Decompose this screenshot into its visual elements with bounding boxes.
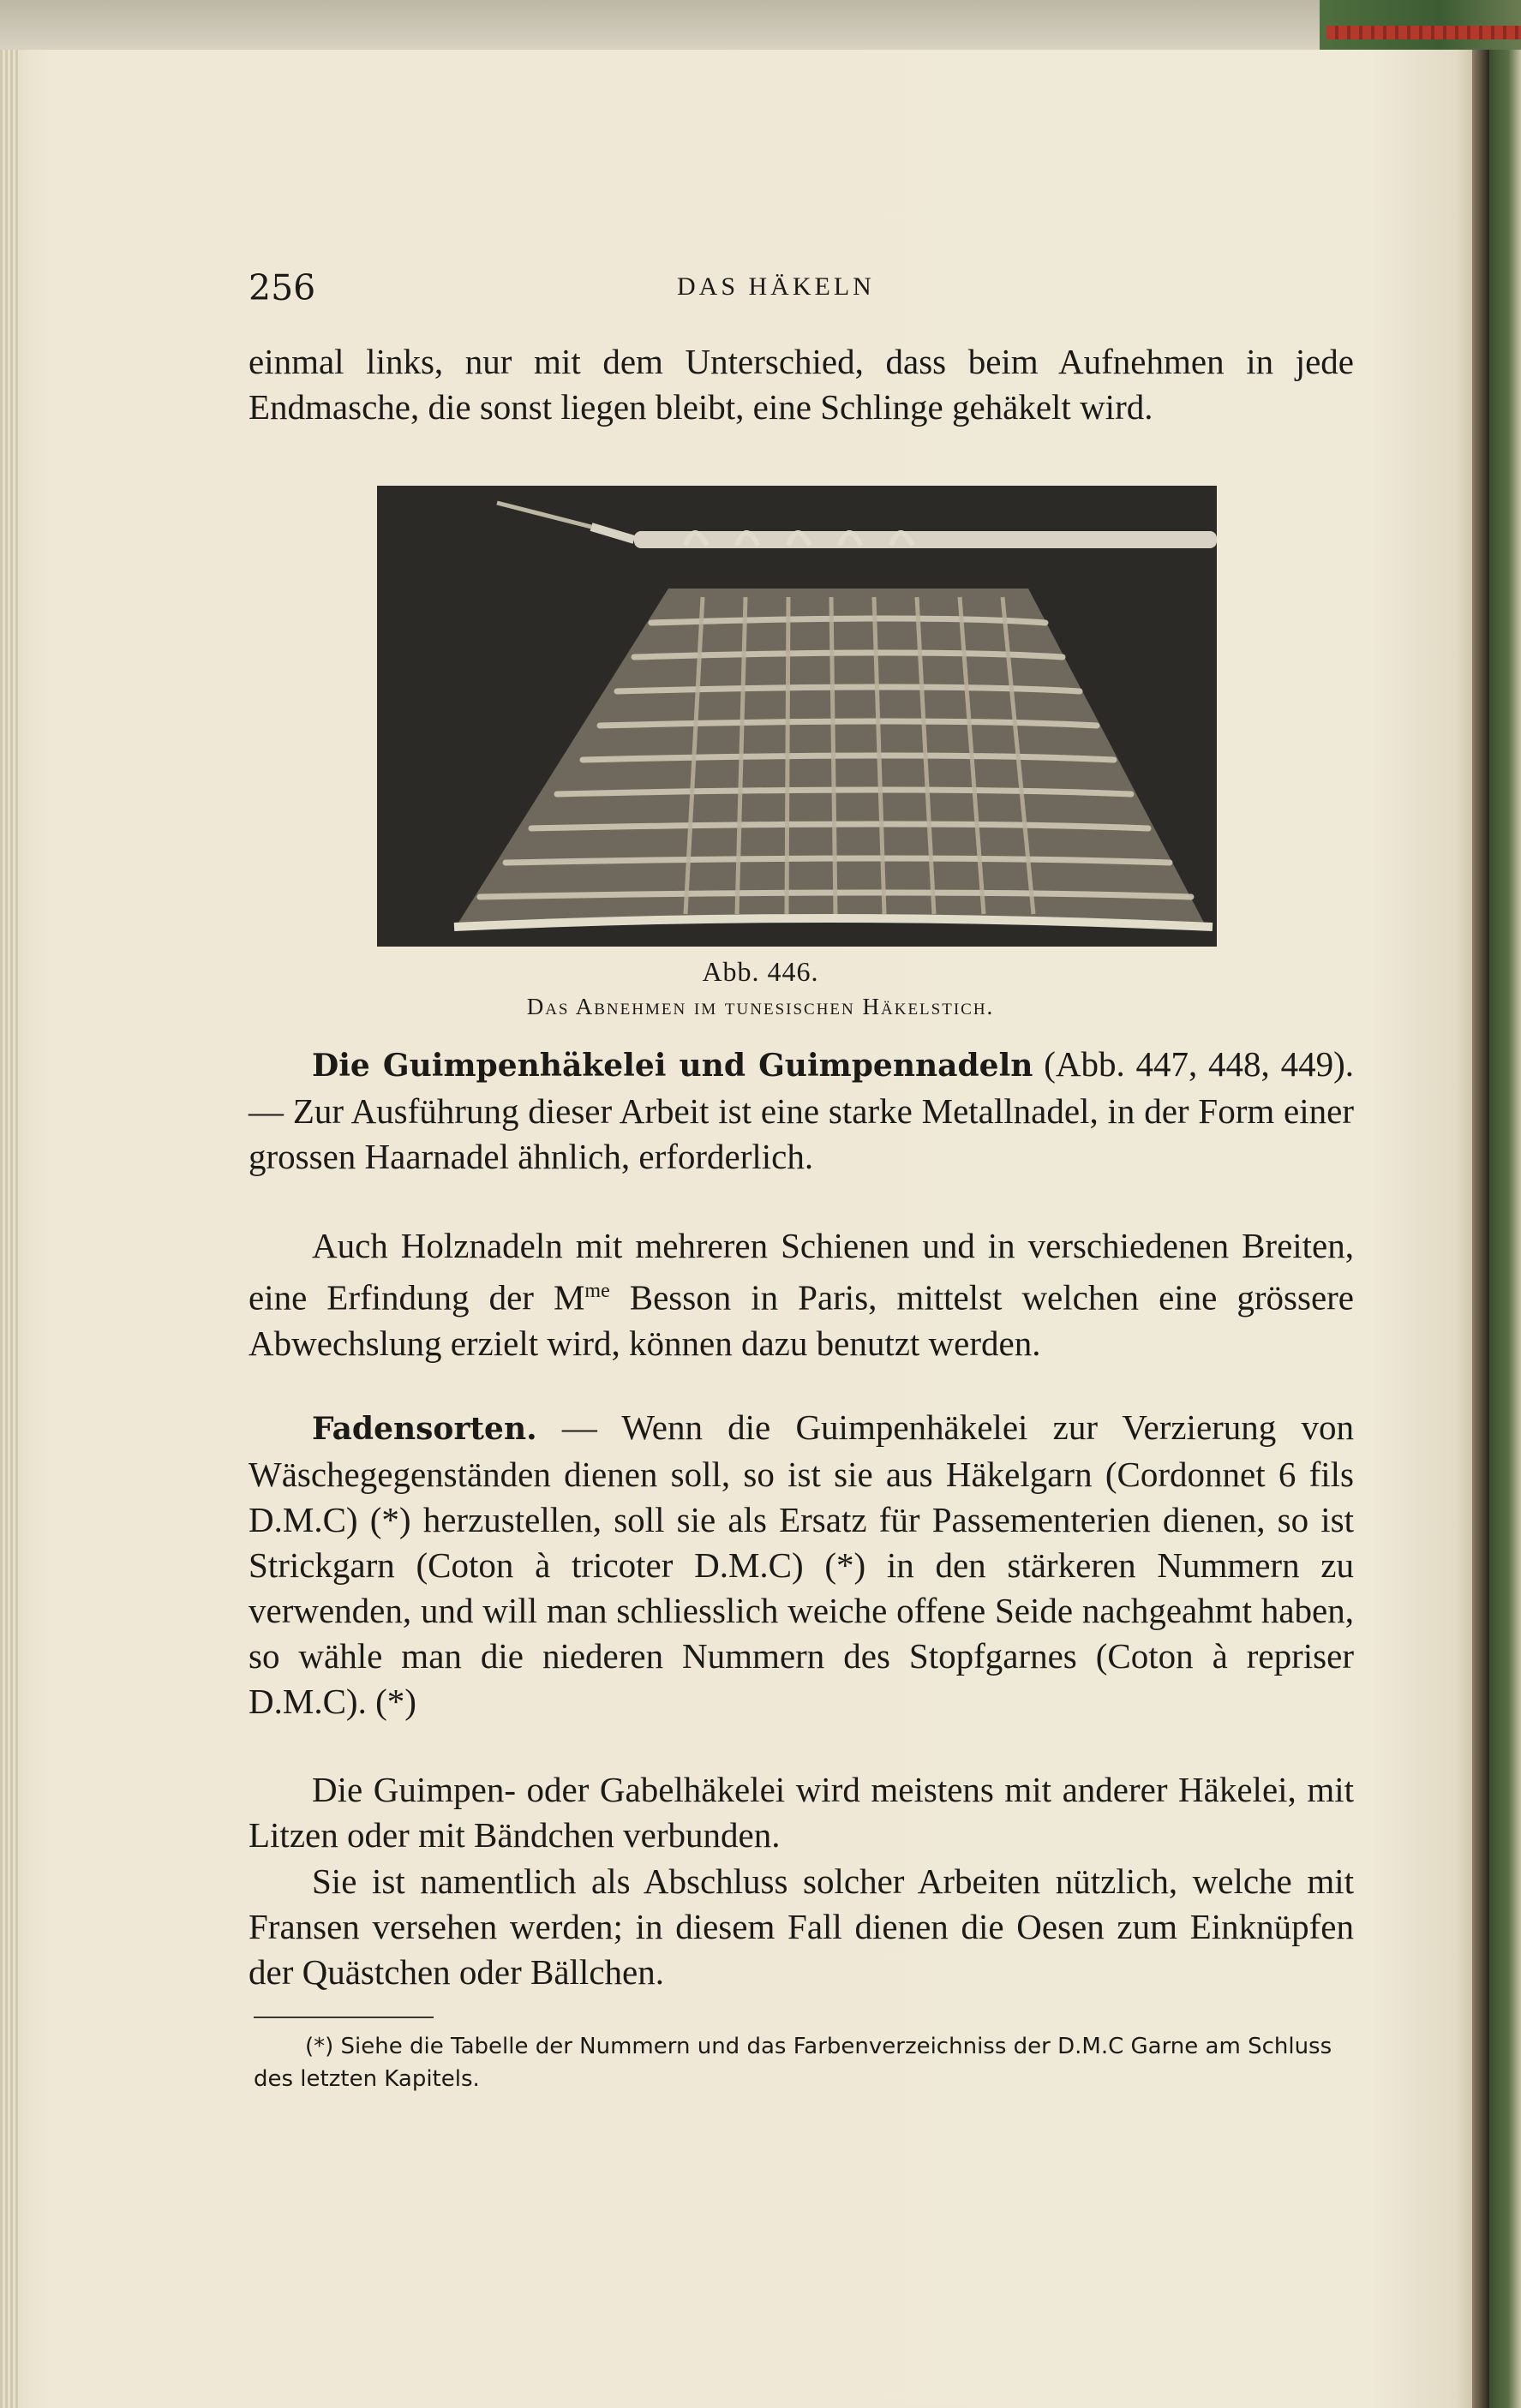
page-header xyxy=(249,267,1362,310)
page-gutter xyxy=(0,50,19,2408)
section-heading-fadensorten: Fadensorten. xyxy=(312,1411,537,1447)
book-cover-edge xyxy=(1489,50,1521,2408)
paragraph-guimpen xyxy=(249,1042,1354,1180)
paragraph-guimpen-text: (Abb. 447, 448, 449). — Zur Ausführung dieser Arbeit ist eine starke Metallnadel, in der Form einer grossen Haarnadel ähnlich, erforderlich. xyxy=(249,1044,1354,1176)
paragraph-fadensorten-text: — Wenn die Guimpenhäkelei zur Verzierung von Wäschegegenständen dienen soll, so ist sie aus Häkelgarn (Cordonnet 6 fils D.M.C) (*) herzustellen, soll sie als Ersatz für Passementerien dienen, so ist Strickgarn (Coton à tricoter D.M.C) (*) in den stärkeren Nummern zu verwenden, und will man schliesslich weiche offene Seide nachgeahmt haben, so wähle man die niederen Nummern des Stopfgarnes (Coton à repriser D.M.C). (*) xyxy=(249,1407,1354,1721)
crochet-illustration xyxy=(377,486,1217,947)
paragraph-abschluss: Sie ist namentlich als Abschluss solcher Arbeiten nützlich, welche mit Fransen versehen werden; in diesem Fall dienen die Oesen zum Einknüpfen der Quästchen oder Bällchen. xyxy=(249,1861,1354,1992)
book-edge-strip xyxy=(1326,26,1521,39)
scan-frame-top xyxy=(0,0,1521,55)
figure-illustration xyxy=(377,486,1217,947)
figure-label: Abb. 446. xyxy=(702,956,819,987)
figure-caption: Das Abnehmen im tunesischen Häkelstich. xyxy=(526,994,995,1019)
paragraph-holznadeln-start: Auch Holznadeln mit mehreren Schienen und in verschiedenen Breiten, eine Erfindung der M xyxy=(249,1226,1354,1318)
footnote-divider xyxy=(254,2017,434,2018)
superscript-me: me xyxy=(584,1280,610,1302)
paragraph-continuation: einmal links, nur mit dem Unterschied, dass beim Aufnehmen in jede Endmasche, die sonst liegen bleibt, eine Schlinge gehäkelt wird. xyxy=(249,342,1354,427)
paragraph-holznadeln xyxy=(249,1223,1354,1366)
running-head: DAS HÄKELN xyxy=(677,272,875,301)
page-number: 256 xyxy=(249,267,316,308)
page-edge-shadow xyxy=(1472,50,1489,2408)
section-heading-guimpen: Die Guimpenhäkelei und Guimpennadeln xyxy=(312,1048,1033,1084)
paragraph-gabelhaekelei: Die Guimpen- oder Gabelhäkelei wird meistens mit anderer Häkelei, mit Litzen oder mit Bändchen verbunden. xyxy=(249,1770,1354,1855)
footnote: (*) Siehe die Tabelle der Nummern und das Farbenverzeichniss der D.M.C Garne am Schluss des letzten Kapitels. xyxy=(254,2034,1332,2092)
paragraph-fadensorten xyxy=(249,1405,1354,1724)
paragraph-holznadeln-end: Besson in Paris, mittelst welchen eine grössere Abwechslung erzielt wird, können dazu benutzt werden. xyxy=(249,1277,1354,1363)
